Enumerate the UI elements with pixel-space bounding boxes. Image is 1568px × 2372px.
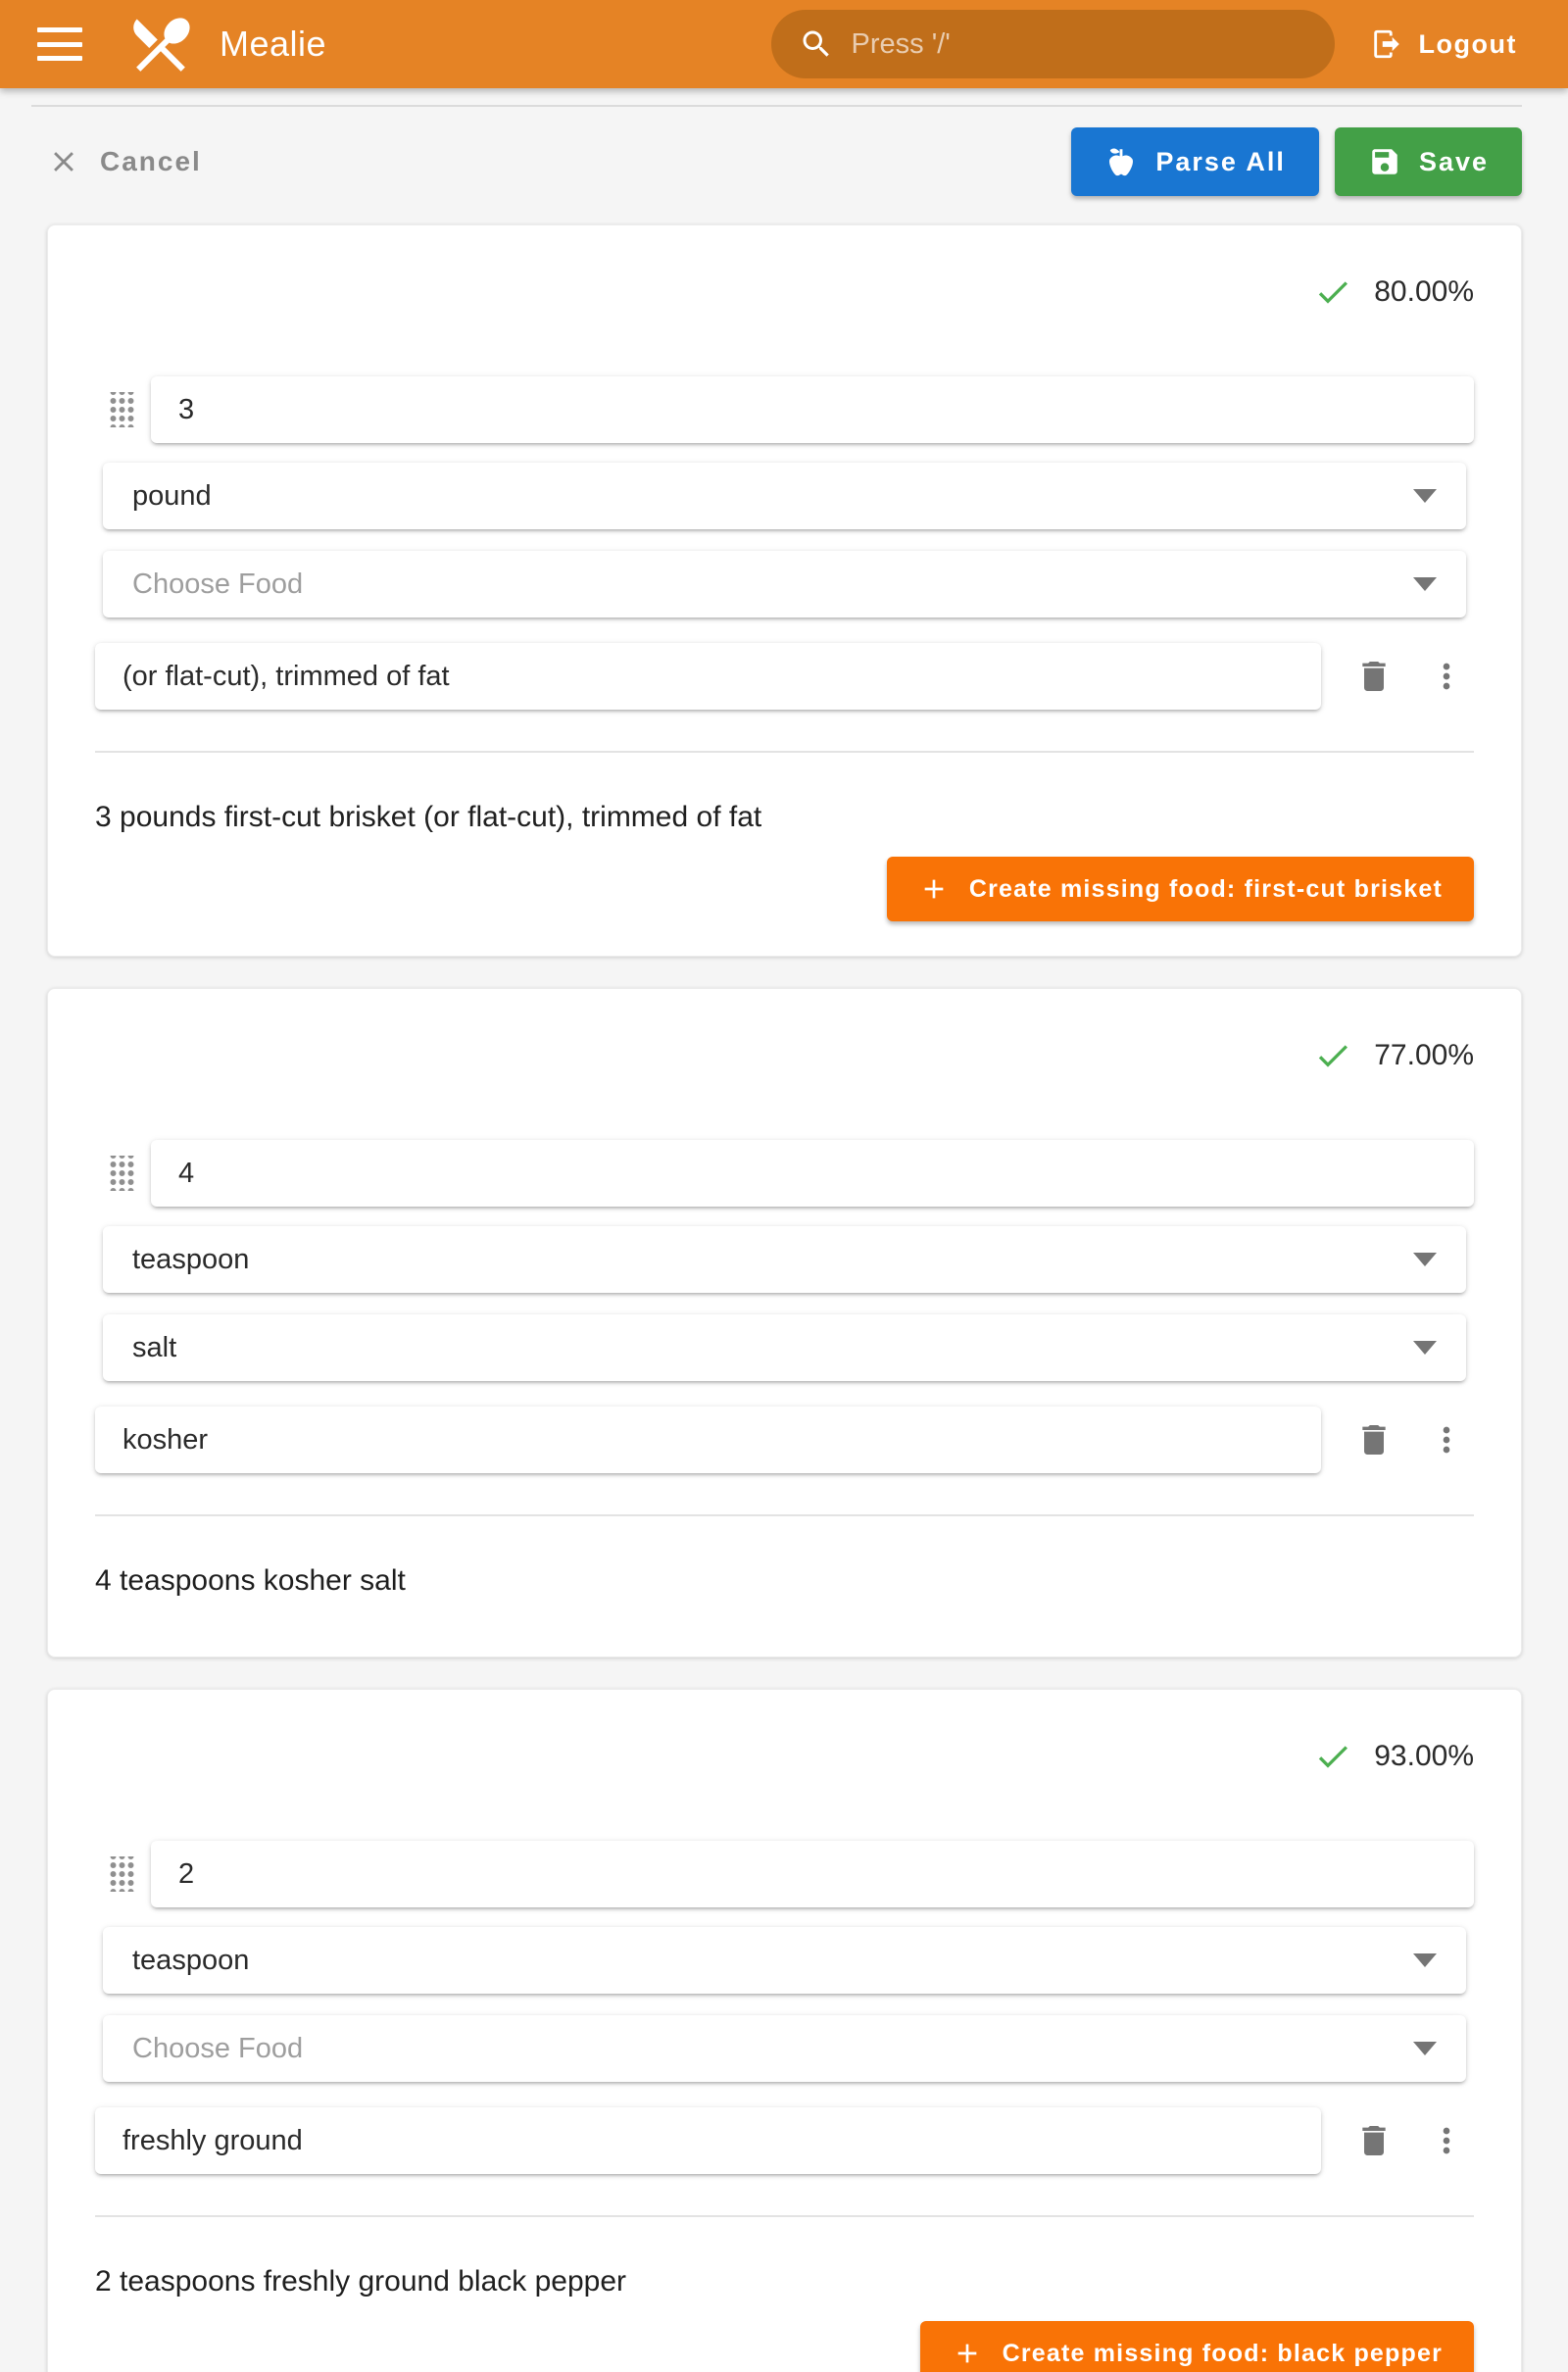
ingredient-card [47, 224, 1522, 957]
drag-handle-icon[interactable] [109, 392, 135, 427]
create-missing-food-label: Create missing food: black pepper [1002, 2339, 1443, 2367]
parser-toolbar [47, 126, 1522, 197]
chevron-down-icon [1413, 2042, 1437, 2055]
quantity-row [95, 376, 1474, 443]
plus-icon [918, 873, 950, 905]
confidence-row [95, 1028, 1474, 1083]
app-header [0, 0, 1568, 88]
food-select[interactable] [103, 1314, 1466, 1381]
confidence-value: 93.00% [1374, 1740, 1474, 1772]
unit-select-value: pound [132, 479, 212, 512]
kebab-menu-icon [1427, 2121, 1466, 2160]
logout-icon [1370, 27, 1403, 61]
drag-handle-icon[interactable] [109, 1156, 135, 1191]
logout-label: Logout [1418, 28, 1517, 59]
note-input[interactable] [95, 2107, 1321, 2174]
divider [95, 751, 1474, 753]
original-ingredient-text: 4 teaspoons kosher salt [95, 1564, 406, 1597]
more-options-button[interactable] [1427, 2121, 1466, 2160]
parse-all-button[interactable] [1071, 127, 1319, 196]
divider [95, 1514, 1474, 1516]
trash-icon [1354, 657, 1394, 696]
chevron-down-icon [1413, 489, 1437, 503]
trash-icon [1354, 2121, 1394, 2160]
apple-icon [1104, 145, 1138, 178]
unit-select[interactable] [103, 1927, 1466, 1994]
plus-icon [952, 2338, 983, 2369]
food-select-placeholder: Choose Food [132, 568, 304, 600]
confidence-row [95, 265, 1474, 320]
delete-button[interactable] [1354, 1420, 1394, 1459]
more-options-button[interactable] [1427, 1420, 1466, 1459]
divider [31, 105, 1522, 107]
trash-icon [1354, 1420, 1394, 1459]
chevron-down-icon [1413, 1253, 1437, 1266]
check-icon [1313, 1036, 1352, 1075]
confidence-row [95, 1729, 1474, 1784]
search-placeholder: Press '/' [851, 27, 951, 60]
note-row [95, 2107, 1474, 2174]
note-row [95, 1407, 1474, 1473]
hamburger-menu-icon[interactable] [37, 27, 82, 61]
original-ingredient-text: 2 teaspoons freshly ground black pepper [95, 2265, 627, 2298]
unit-select-value: teaspoon [132, 1243, 250, 1275]
create-missing-food-label: Create missing food: first-cut brisket [968, 874, 1443, 903]
app-title: Mealie [220, 24, 327, 64]
search-input[interactable] [771, 10, 1335, 78]
more-options-button[interactable] [1427, 657, 1466, 696]
close-icon [47, 145, 80, 178]
chevron-down-icon [1413, 1953, 1437, 1967]
check-icon [1313, 272, 1352, 312]
cancel-label: Cancel [100, 146, 202, 176]
save-button[interactable] [1335, 127, 1522, 196]
food-select-placeholder: Choose Food [132, 2032, 304, 2064]
ingredient-card [47, 1689, 1522, 2372]
divider [95, 2215, 1474, 2217]
kebab-menu-icon [1427, 1420, 1466, 1459]
food-select[interactable] [103, 551, 1466, 618]
delete-button[interactable] [1354, 2121, 1394, 2160]
note-row [95, 643, 1474, 710]
quantity-row [95, 1140, 1474, 1207]
mealie-logo-icon[interactable] [123, 7, 198, 81]
missing-food-row [95, 2321, 1474, 2372]
create-missing-food-button[interactable] [887, 857, 1474, 921]
drag-handle-icon[interactable] [109, 1856, 135, 1892]
unit-select[interactable] [103, 463, 1466, 529]
logout-button[interactable] [1370, 27, 1517, 61]
unit-select-value: teaspoon [132, 1944, 250, 1976]
quantity-row [95, 1841, 1474, 1907]
parse-all-label: Parse All [1155, 146, 1286, 176]
food-select[interactable] [103, 2015, 1466, 2082]
quantity-input[interactable] [151, 1140, 1474, 1207]
confidence-value: 77.00% [1374, 1039, 1474, 1071]
missing-food-row [95, 857, 1474, 921]
quantity-input[interactable] [151, 1841, 1474, 1907]
delete-button[interactable] [1354, 657, 1394, 696]
save-icon [1368, 145, 1401, 178]
chevron-down-icon [1413, 1341, 1437, 1355]
ingredient-card [47, 988, 1522, 1657]
confidence-value: 80.00% [1374, 275, 1474, 308]
create-missing-food-button[interactable] [920, 2321, 1474, 2372]
search-icon [799, 26, 834, 62]
note-input[interactable] [95, 643, 1321, 710]
note-input[interactable] [95, 1407, 1321, 1473]
food-select-value: salt [132, 1331, 177, 1363]
original-ingredient-text: 3 pounds first-cut brisket (or flat-cut), trimmed of fat [95, 801, 762, 833]
chevron-down-icon [1413, 577, 1437, 591]
cancel-button[interactable] [47, 145, 202, 178]
check-icon [1313, 1737, 1352, 1776]
save-label: Save [1418, 146, 1489, 176]
unit-select[interactable] [103, 1226, 1466, 1293]
quantity-input[interactable] [151, 376, 1474, 443]
kebab-menu-icon [1427, 657, 1466, 696]
